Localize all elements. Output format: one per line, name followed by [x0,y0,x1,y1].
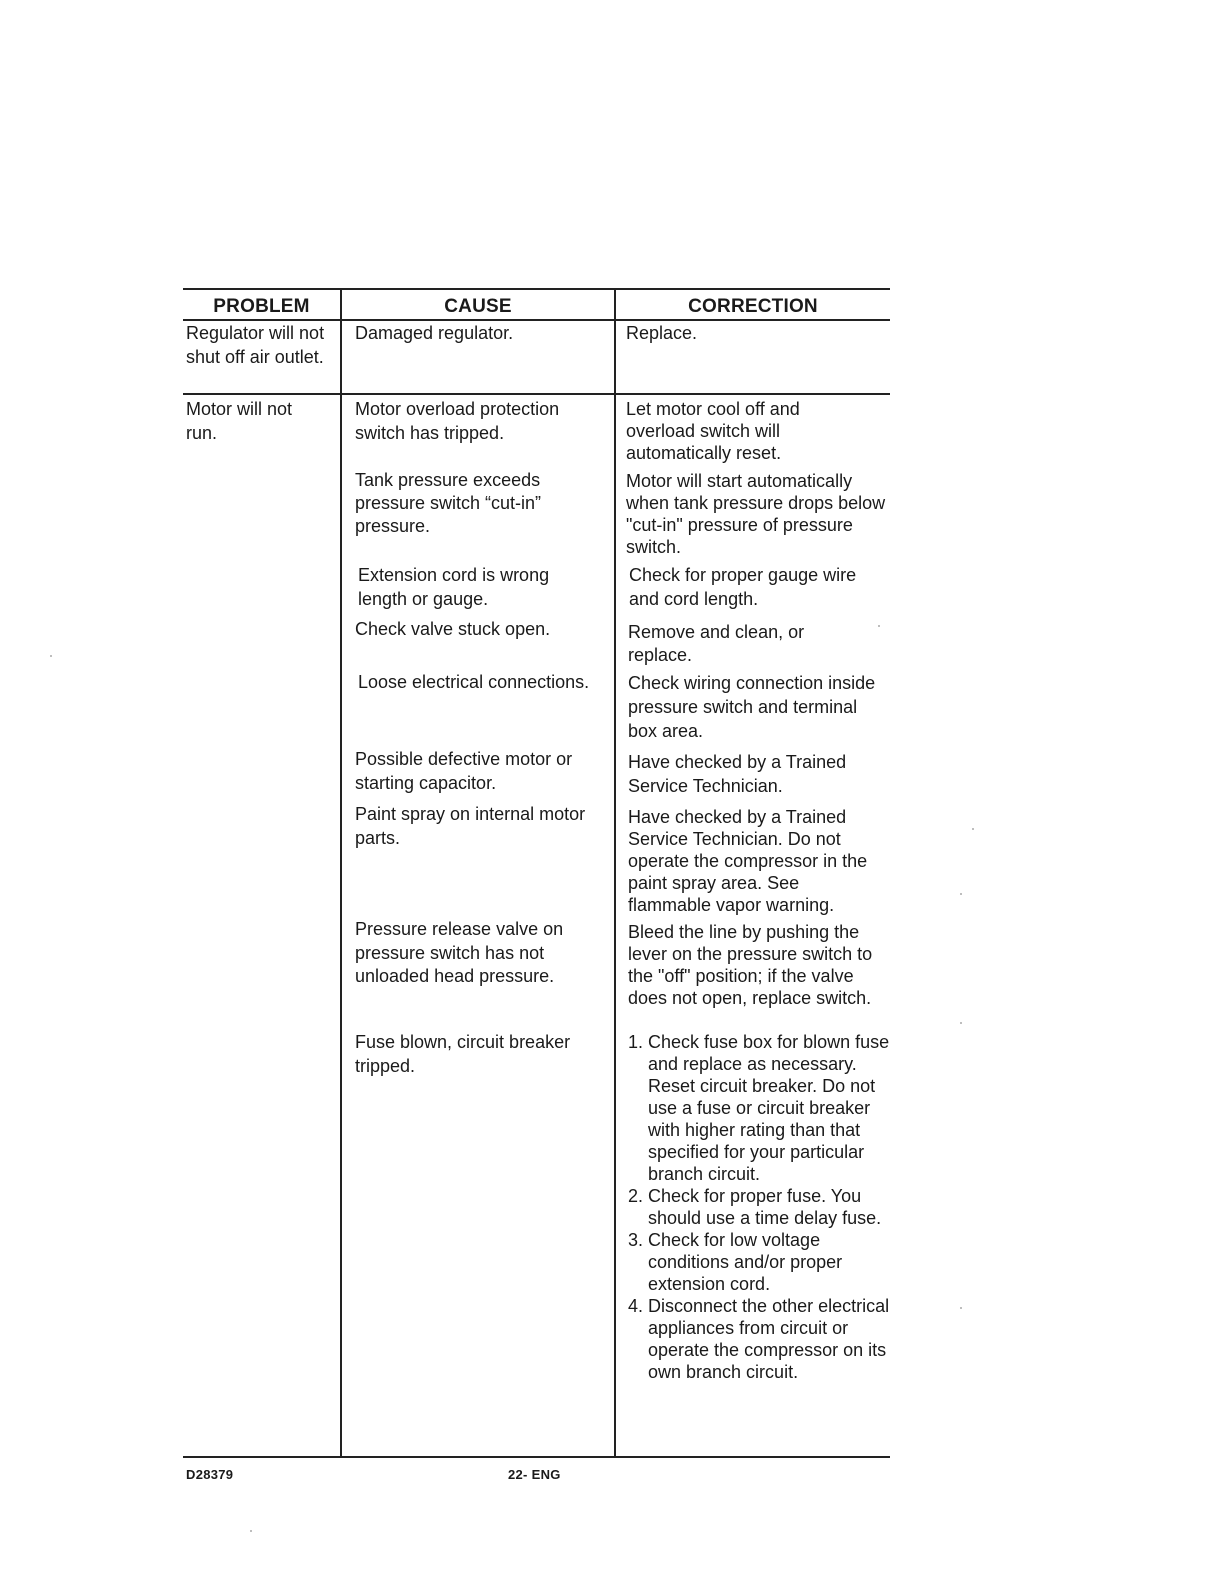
correction-defective-motor: Have checked by a Trained Service Technician. [628,752,847,796]
scan-speck [250,1530,252,1532]
cause-loose-connections: Loose electrical connections. [358,672,590,692]
row1-cause: Damaged regulator. [355,323,514,343]
cause-tank-pressure: Tank pressure exceeds pressure switch “cut-in” pressure. [355,470,542,536]
correction-pressure-release-valve: Bleed the line by pushing the lever on the pressure switch to the "off" position; if the valve does not open, replace switch. [628,922,873,1008]
step-number: 1. [628,1032,644,1052]
scan-speck [960,1307,962,1309]
scan-speck [960,1022,962,1024]
cause-overload-switch: Motor overload protection switch has tripped. [355,399,560,443]
row1-bottom-rule [183,393,890,395]
step-text: Check for proper fuse. You should use a time delay fuse. [648,1186,882,1228]
fuse-step [628,1295,890,1383]
scan-speck [878,625,880,627]
fuse-step [628,1031,890,1185]
cause-defective-motor: Possible defective motor or starting capacitor. [355,749,573,793]
scan-speck [972,828,974,830]
step-number: 3. [628,1230,644,1250]
cause-extension-cord: Extension cord is wrong length or gauge. [358,565,550,609]
scan-speck [960,893,962,895]
correction-fuse-steps [628,1031,890,1383]
step-number: 2. [628,1186,644,1206]
step-text: Disconnect the other electrical appliances from circuit or operate the compressor on its own branch circuit. [648,1296,890,1382]
fuse-step [628,1185,890,1229]
step-text: Check for low voltage conditions and/or proper extension cord. [648,1230,843,1294]
fuse-step [628,1229,890,1295]
cause-paint-spray: Paint spray on internal motor parts. [355,804,586,848]
correction-paint-spray: Have checked by a Trained Service Technician. Do not operate the compressor in the paint spray area. See flammable vapor warning. [628,807,868,915]
correction-check-valve: Remove and clean, or replace. [628,622,805,665]
correction-extension-cord: Check for proper gauge wire and cord length. [629,565,857,609]
row1-correction: Replace. [626,323,698,343]
correction-overload-switch: Let motor cool off and overload switch will automatically reset. [626,399,800,463]
step-text: Check fuse box for blown fuse and replace as necessary. Reset circuit breaker. Do not use a fuse or circuit breaker with higher rating than that specified for your particular branch circuit. [648,1032,890,1184]
scan-speck [50,655,52,657]
header-cause: CAUSE [444,296,512,317]
column-divider-1 [340,288,342,1458]
step-number: 4. [628,1296,644,1316]
footer-page-number: 22- ENG [508,1467,561,1482]
footer-doc-id: D28379 [186,1467,234,1482]
cause-pressure-release-valve: Pressure release valve on pressure switch has not unloaded head pressure. [355,919,564,986]
cause-fuse-blown: Fuse blown, circuit breaker tripped. [355,1032,571,1076]
cause-check-valve: Check valve stuck open. [355,619,551,639]
correction-tank-pressure: Motor will start automatically when tank pressure drops below "cut-in" pressure of pressure switch. [626,471,886,557]
header-correction: CORRECTION [688,296,818,317]
table-bottom-rule [183,1456,890,1458]
table-top-rule [183,288,890,290]
row1-problem: Regulator will not shut off air outlet. [186,323,325,367]
header-problem: PROBLEM [213,296,310,317]
row2-problem: Motor will not run. [186,399,293,443]
header-bottom-rule [183,319,890,321]
correction-wiring: Check wiring connection inside pressure switch and terminal box area. [628,673,876,741]
column-divider-2 [614,288,616,1458]
